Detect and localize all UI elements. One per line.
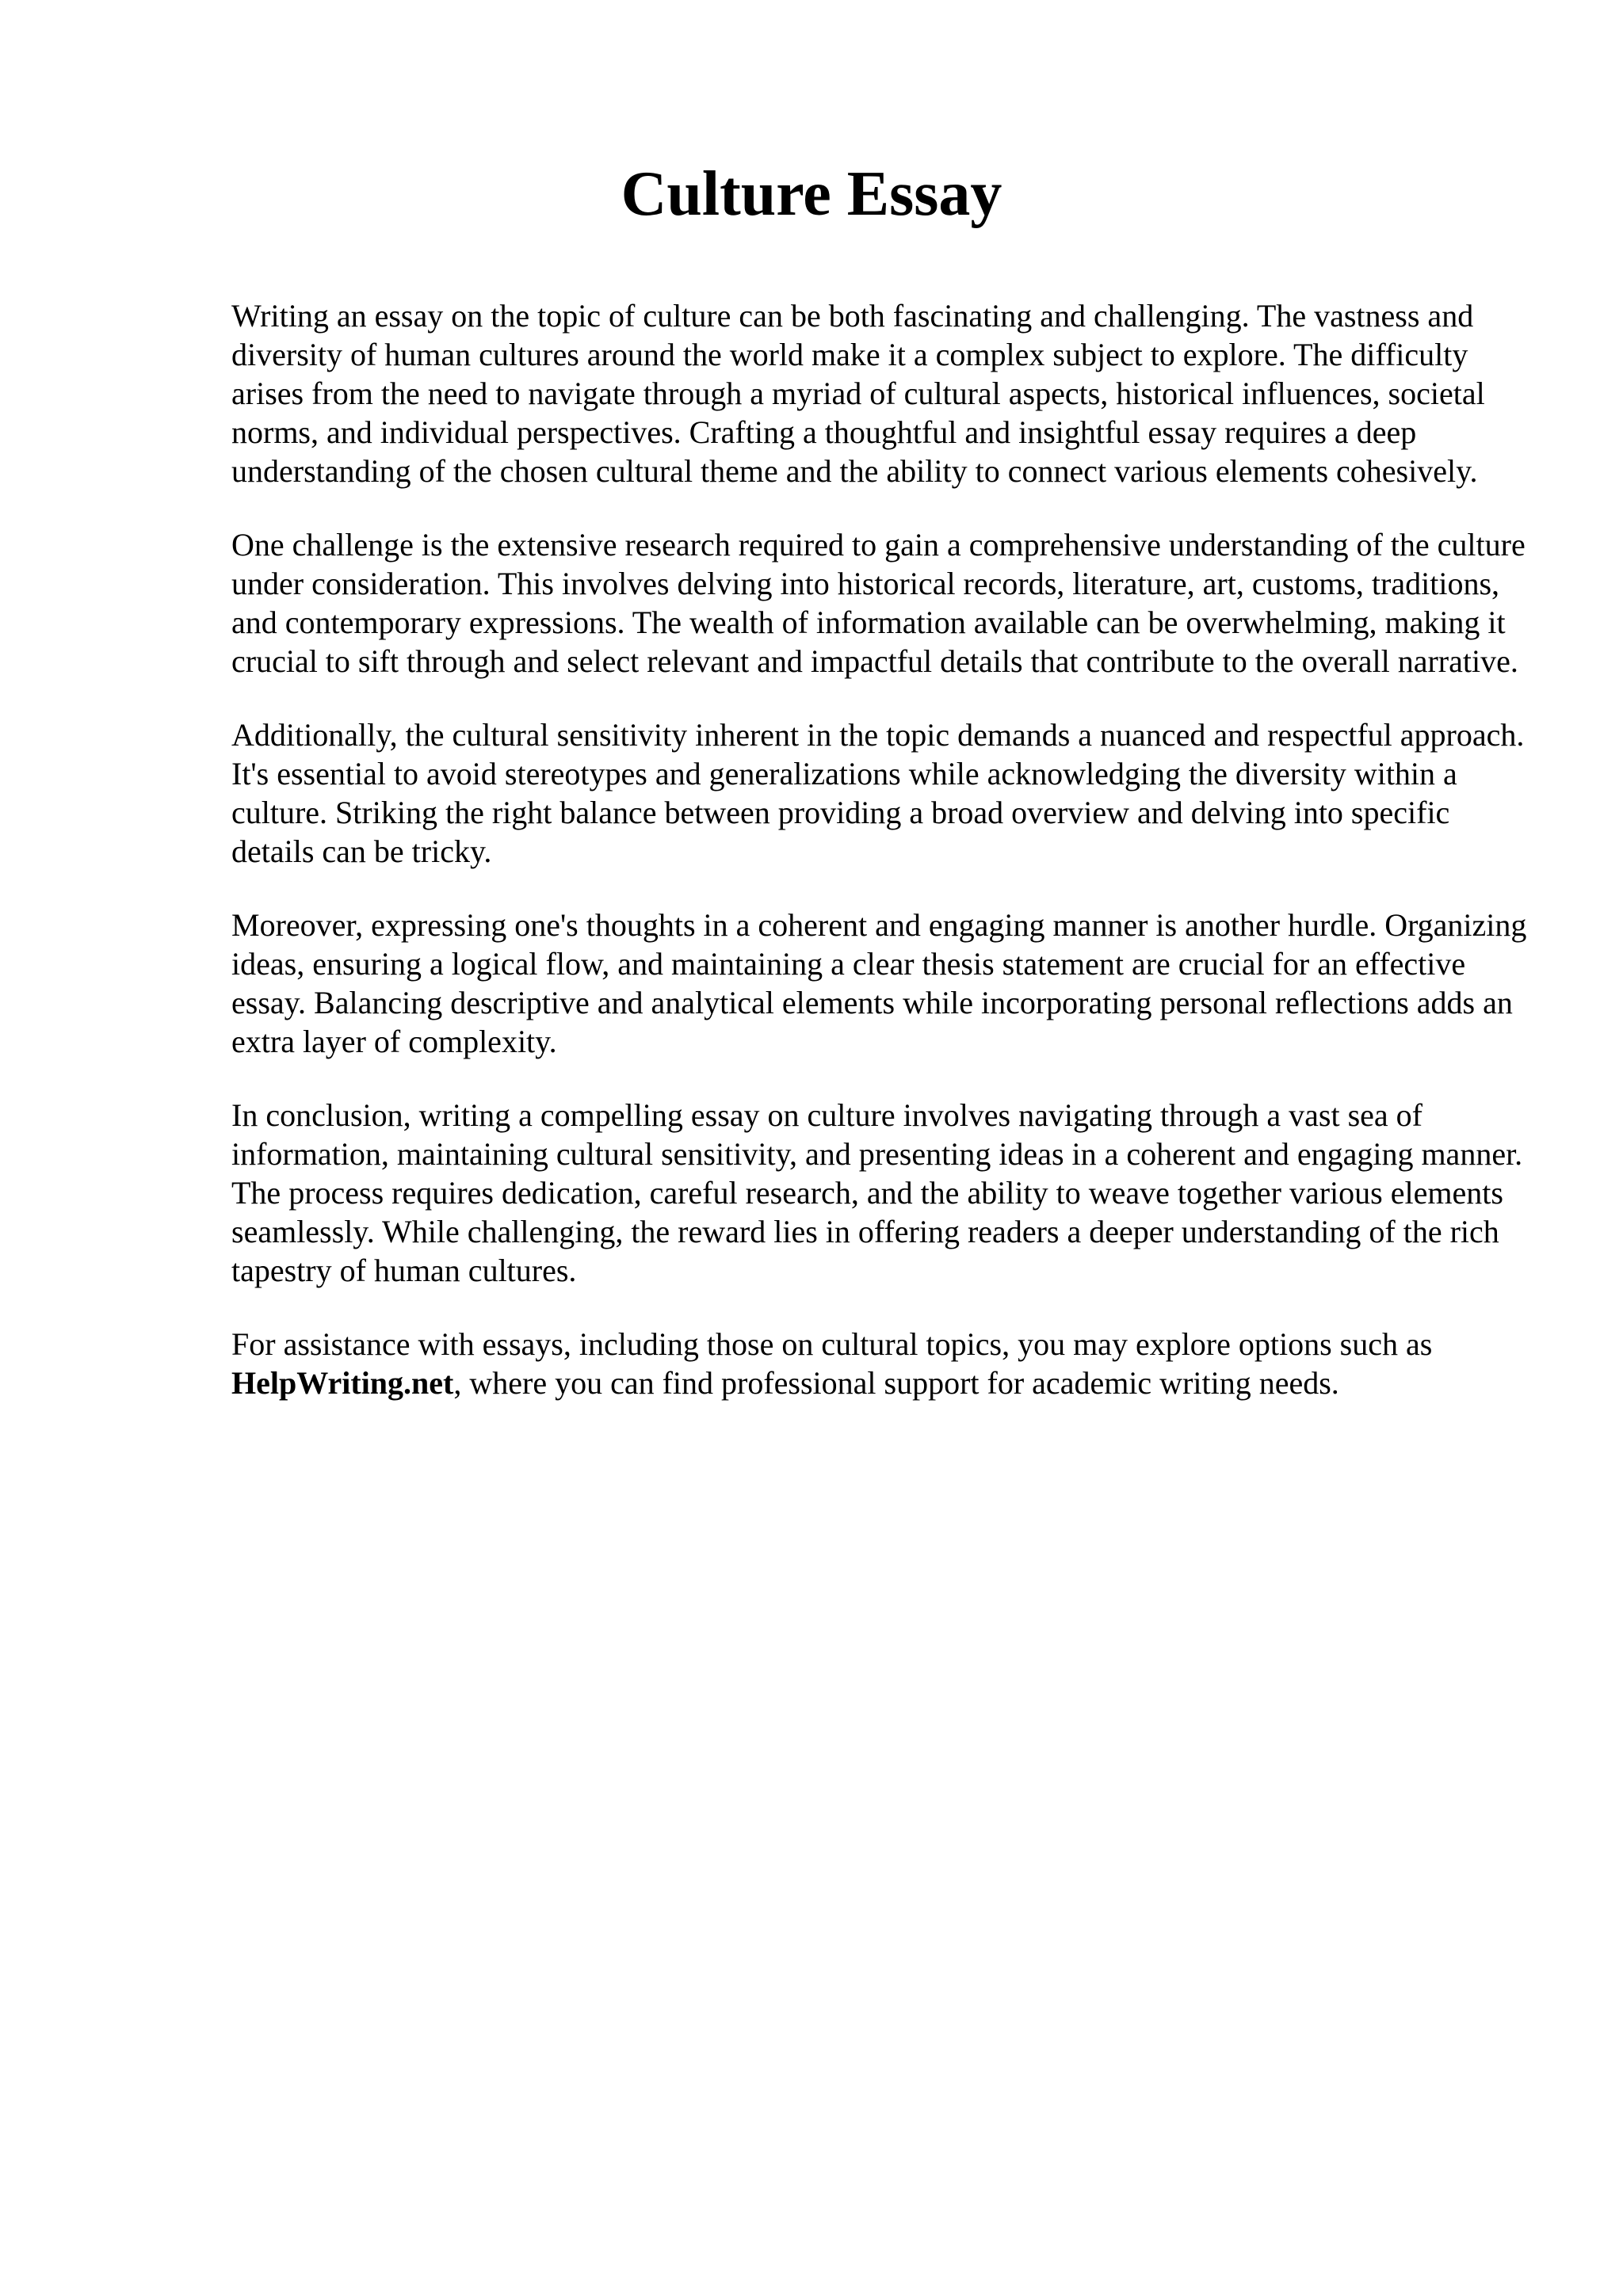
document-title: Culture Essay	[621, 159, 1002, 229]
paragraph-sensitivity: Additionally, the cultural sensitivity inherent in the topic demands a nuanced and respectful approach. It's essential to avoid stereotypes and generalizations while acknowledging the diversity within a culture. Striking the right balance between providing a broad overview and delving into specific details can be tricky.	[231, 717, 1525, 869]
closing-prefix: For assistance with essays, including those on cultural topics, you may explore options such as	[231, 1326, 1433, 1362]
paragraph-intro: Writing an essay on the topic of culture can be both fascinating and challenging. The vastness and diversity of human cultures around the world make it a complex subject to explore. The difficulty arises from the need to navigate through a myriad of cultural aspects, historical influences, societal norms, and individual perspectives. Crafting a thoughtful and insightful essay requires a deep understanding of the chosen cultural theme and the ability to connect various elements cohesively.	[231, 298, 1485, 489]
closing-suffix: , where you can find professional support for academic writing needs.	[453, 1365, 1339, 1401]
paragraph-closing	[231, 1325, 1531, 1402]
paragraph-conclusion: In conclusion, writing a compelling essay on culture involves navigating through a vast sea of information, maintaining cultural sensitivity, and presenting ideas in a coherent and engaging manner. The process requires dedication, careful research, and the ability to weave together various elements seamlessly. While challenging, the reward lies in offering readers a deeper understanding of the rich tapestry of human cultures.	[231, 1097, 1523, 1288]
brand-name: HelpWriting.net	[231, 1365, 454, 1401]
paragraph-research: One challenge is the extensive research required to gain a comprehensive understanding of the culture under consideration. This involves delving into historical records, literature, art, customs, traditions, and contemporary expressions. The wealth of information available can be overwhelming, making it crucial to sift through and select relevant and impactful details that contribute to the overall narrative.	[231, 527, 1526, 679]
paragraph-expression: Moreover, expressing one's thoughts in a coherent and engaging manner is another hurdle. Organizing ideas, ensuring a logical flow, and maintaining a clear thesis statement are crucial for an effective essay. Balancing descriptive and analytical elements while incorporating personal reflections adds an extra layer of complexity.	[231, 907, 1527, 1059]
document-body	[231, 296, 1531, 1437]
